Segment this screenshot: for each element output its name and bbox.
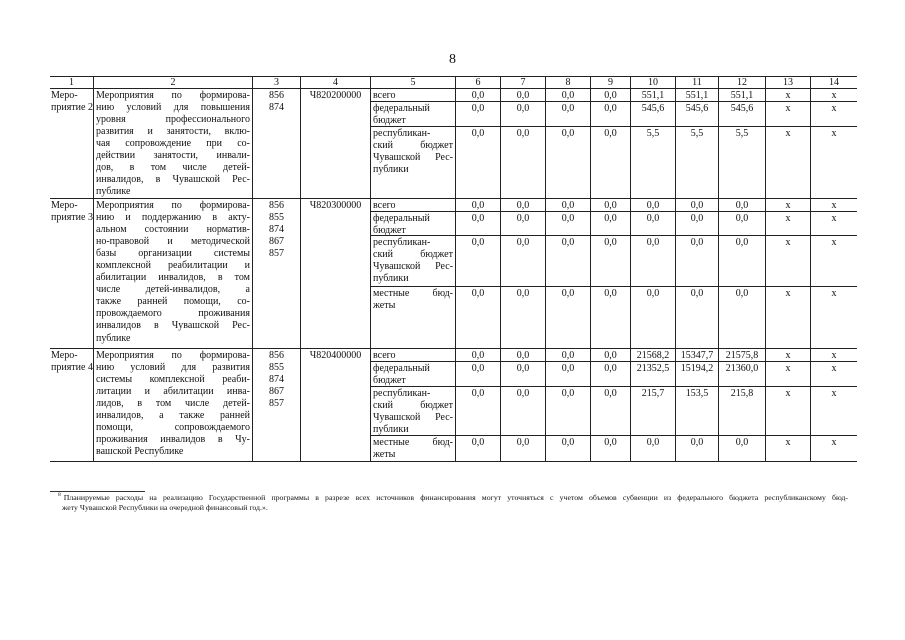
column-number-header: 5 — [370, 77, 455, 89]
funding-value: x — [765, 199, 810, 212]
budget-code: 874 — [269, 101, 284, 113]
funding-value: 0,0 — [718, 212, 765, 236]
measure-label-line: приятие 3 — [51, 211, 93, 223]
funding-value: 0,0 — [455, 212, 500, 236]
funding-value: 0,0 — [590, 236, 630, 287]
funding-value: 0,0 — [545, 287, 590, 349]
funding-value: 0,0 — [590, 287, 630, 349]
funding-value: 0,0 — [590, 127, 630, 199]
column-number-header: 8 — [545, 77, 590, 89]
funding-value: 0,0 — [500, 127, 545, 199]
funding-source-line: всего — [373, 349, 396, 361]
funding-value: x — [810, 102, 857, 127]
measure-description-line: но-правовой и методической — [96, 235, 250, 247]
funding-value: 0,0 — [630, 287, 675, 349]
funding-value: 0,0 — [590, 102, 630, 127]
measure-label-line: Меро- — [51, 199, 78, 211]
target-article-code: Ч820300000 — [300, 199, 370, 349]
measure-description-line: альном состоянии норматив- — [96, 223, 250, 235]
funding-value: x — [810, 127, 857, 199]
target-article-code: Ч820200000 — [300, 89, 370, 199]
target-article-code: Ч820400000 — [300, 349, 370, 462]
footnote-text: Планируемые расходы на реализацию Государственной программы в разрезе всех источников финансирования могут уточняться с учетом объемов субвенции из федерального бюджета республиканскому бюд- — [63, 493, 848, 502]
funding-source-line: местные бюд- — [373, 287, 453, 299]
measure-description-line: нию условий для повышения — [96, 101, 250, 113]
funding-value: 0,0 — [500, 199, 545, 212]
funding-value: 0,0 — [500, 102, 545, 127]
measure-description-line: нию и поддержанию в акту- — [96, 211, 250, 223]
funding-value: 551,1 — [630, 89, 675, 102]
funding-value: 21575,8 — [718, 349, 765, 362]
column-number-header: 4 — [300, 77, 370, 89]
funding-value: 21352,5 — [630, 362, 675, 387]
funding-value: 0,0 — [455, 127, 500, 199]
budget-code: 874 — [269, 373, 284, 385]
funding-source-line: жеты — [373, 448, 396, 460]
funding-value: x — [765, 362, 810, 387]
funding-value: x — [810, 362, 857, 387]
measure-description-line: нию условий для развития — [96, 361, 250, 373]
funding-source-line: публики — [373, 163, 409, 175]
footnote-mark: 8 — [58, 492, 61, 499]
budget-codes — [252, 349, 300, 462]
funding-value: 545,6 — [630, 102, 675, 127]
measure-description-line: базы организации системы — [96, 247, 250, 259]
measure-description-line: инвалидов в Чувашской Рес- — [96, 320, 250, 332]
funding-value: 0,0 — [590, 362, 630, 387]
measure-label — [50, 199, 93, 349]
funding-table — [50, 76, 857, 462]
funding-source-line: публики — [373, 423, 409, 435]
funding-value: x — [765, 89, 810, 102]
funding-value: 0,0 — [545, 212, 590, 236]
funding-value: 0,0 — [455, 236, 500, 287]
funding-value: 0,0 — [590, 212, 630, 236]
funding-value: x — [810, 387, 857, 436]
funding-source-line: ский бюджет — [373, 139, 453, 151]
funding-value: x — [765, 436, 810, 462]
funding-value: x — [765, 349, 810, 362]
funding-value: 0,0 — [545, 387, 590, 436]
footnote — [58, 493, 848, 513]
funding-value: x — [765, 102, 810, 127]
funding-value: 5,5 — [718, 127, 765, 199]
funding-value: 0,0 — [545, 102, 590, 127]
funding-value: 0,0 — [455, 287, 500, 349]
funding-source-line: всего — [373, 199, 396, 211]
measure-description-line: вашской Республике — [96, 446, 184, 458]
budget-code: 867 — [269, 385, 284, 397]
funding-value: x — [765, 212, 810, 236]
funding-value: 0,0 — [455, 436, 500, 462]
measure-description-line: комплексной реабилитации и — [96, 259, 250, 271]
funding-value: 0,0 — [590, 89, 630, 102]
measure-description-line: провождаемого проживания — [96, 308, 250, 320]
funding-value: 0,0 — [455, 199, 500, 212]
budget-code: 856 — [269, 199, 284, 211]
funding-source-line: республикан- — [373, 127, 431, 139]
funding-value: 0,0 — [545, 436, 590, 462]
funding-value: 0,0 — [630, 236, 675, 287]
funding-source — [370, 89, 455, 102]
measure-description-line: проживания инвалидов в Чу- — [96, 434, 250, 446]
measure-description-line: Мероприятия по формирова- — [96, 199, 250, 211]
funding-value: 153,5 — [675, 387, 718, 436]
funding-value: x — [810, 287, 857, 349]
funding-value: 5,5 — [675, 127, 718, 199]
funding-source-line: всего — [373, 89, 396, 101]
funding-source-line: жеты — [373, 299, 396, 311]
funding-value: 215,8 — [718, 387, 765, 436]
column-number-header: 3 — [252, 77, 300, 89]
measure-description-line: Мероприятия по формирова- — [96, 89, 250, 101]
funding-source — [370, 349, 455, 362]
funding-value: 0,0 — [590, 387, 630, 436]
measure-description-line: чая сопровождение при со- — [96, 137, 250, 149]
measure-description-line: лидов, в том числе детей- — [96, 397, 250, 409]
column-number-header: 14 — [810, 77, 857, 89]
column-number-header: 11 — [675, 77, 718, 89]
measure-description-line: системы комплексной реаби- — [96, 373, 250, 385]
funding-value: 0,0 — [500, 362, 545, 387]
funding-source — [370, 236, 455, 287]
funding-value: 0,0 — [455, 349, 500, 362]
funding-value: 0,0 — [675, 212, 718, 236]
budget-code: 874 — [269, 223, 284, 235]
funding-value: 0,0 — [590, 349, 630, 362]
funding-source-line: федеральный — [373, 102, 430, 114]
funding-value: 0,0 — [718, 199, 765, 212]
budget-code: 857 — [269, 247, 284, 259]
funding-value: x — [810, 89, 857, 102]
measure-description-line: публике — [96, 186, 131, 198]
measure-description-line: дов, в том числе детей- — [96, 162, 250, 174]
funding-source-line: бюджет — [373, 224, 406, 236]
measure-description-line: уровня профессионального — [96, 113, 250, 125]
funding-value: 0,0 — [545, 362, 590, 387]
budget-codes — [252, 89, 300, 199]
measure-description-line: развития и занятости, вклю- — [96, 125, 250, 137]
measure-label-line: Меро- — [51, 349, 78, 361]
measure-description-line: также ранней помощи, со- — [96, 296, 250, 308]
funding-value: 0,0 — [455, 89, 500, 102]
budget-code: 867 — [269, 235, 284, 247]
footnote-line — [58, 493, 848, 503]
funding-value: 0,0 — [675, 236, 718, 287]
funding-value: x — [810, 212, 857, 236]
measure-description-line: числе детей-инвалидов, а — [96, 284, 250, 296]
column-number-header: 13 — [765, 77, 810, 89]
column-number-header: 12 — [718, 77, 765, 89]
funding-source-line: ский бюджет — [373, 248, 453, 260]
funding-value: 0,0 — [545, 127, 590, 199]
funding-source — [370, 127, 455, 199]
column-number-header: 1 — [50, 77, 93, 89]
funding-value: 0,0 — [545, 236, 590, 287]
funding-value: 0,0 — [500, 387, 545, 436]
funding-source — [370, 387, 455, 436]
funding-source-line: ский бюджет — [373, 399, 453, 411]
funding-value: 0,0 — [545, 89, 590, 102]
funding-value: x — [810, 349, 857, 362]
measure-description-line: инвалидов, а также ранней — [96, 409, 250, 421]
funding-source — [370, 362, 455, 387]
funding-value: 0,0 — [455, 387, 500, 436]
funding-source-line: республикан- — [373, 236, 431, 248]
measure-description-line: литации и абилитации инва- — [96, 385, 250, 397]
funding-value: 545,6 — [718, 102, 765, 127]
funding-value: 0,0 — [718, 236, 765, 287]
funding-value: 15347,7 — [675, 349, 718, 362]
funding-value: 0,0 — [500, 287, 545, 349]
funding-value: 0,0 — [630, 212, 675, 236]
funding-value: 0,0 — [455, 102, 500, 127]
funding-value: 0,0 — [545, 199, 590, 212]
column-number-header: 9 — [590, 77, 630, 89]
funding-source — [370, 212, 455, 236]
funding-value: 0,0 — [500, 349, 545, 362]
funding-source-line: публики — [373, 272, 409, 284]
column-number-header: 10 — [630, 77, 675, 89]
funding-value: x — [765, 287, 810, 349]
measure-label-line: приятие 4 — [51, 361, 93, 373]
funding-value: 21568,2 — [630, 349, 675, 362]
funding-source — [370, 199, 455, 212]
funding-value: 0,0 — [675, 436, 718, 462]
funding-value: 5,5 — [630, 127, 675, 199]
funding-source-line: бюджет — [373, 374, 406, 386]
measure-label-line: приятие 2 — [51, 101, 93, 113]
funding-value: 551,1 — [675, 89, 718, 102]
funding-value: 0,0 — [500, 236, 545, 287]
funding-value: 0,0 — [500, 436, 545, 462]
budget-codes — [252, 199, 300, 349]
funding-value: 0,0 — [718, 287, 765, 349]
funding-value: 0,0 — [630, 436, 675, 462]
funding-source-line: Чувашской Рес- — [373, 151, 453, 163]
funding-value: 215,7 — [630, 387, 675, 436]
budget-code: 857 — [269, 397, 284, 409]
budget-code: 855 — [269, 361, 284, 373]
measure-label-line: Меро- — [51, 89, 78, 101]
funding-value: 0,0 — [675, 199, 718, 212]
measure-label — [50, 89, 93, 199]
funding-value: 21360,0 — [718, 362, 765, 387]
funding-value: x — [810, 199, 857, 212]
funding-value: 0,0 — [590, 199, 630, 212]
funding-value: x — [765, 127, 810, 199]
funding-value: 0,0 — [545, 349, 590, 362]
column-number-header: 2 — [93, 77, 252, 89]
funding-value: x — [765, 387, 810, 436]
funding-value: 0,0 — [630, 199, 675, 212]
funding-source — [370, 287, 455, 349]
funding-source-line: федеральный — [373, 362, 430, 374]
funding-source — [370, 436, 455, 462]
funding-source-line: федеральный — [373, 212, 430, 224]
column-number-header: 7 — [500, 77, 545, 89]
measure-description-line: действии занятости, инвали- — [96, 149, 250, 161]
footnote-separator — [50, 491, 145, 492]
funding-source-line: республикан- — [373, 387, 431, 399]
funding-value: 0,0 — [455, 362, 500, 387]
funding-value: 545,6 — [675, 102, 718, 127]
measure-description — [93, 199, 252, 349]
funding-source-line: Чувашской Рес- — [373, 260, 453, 272]
funding-value: 0,0 — [590, 436, 630, 462]
funding-value: 0,0 — [500, 212, 545, 236]
measure-description — [93, 89, 252, 199]
funding-value: 551,1 — [718, 89, 765, 102]
column-number-header: 6 — [455, 77, 500, 89]
funding-value: x — [765, 236, 810, 287]
funding-source — [370, 102, 455, 127]
funding-value: x — [810, 236, 857, 287]
measure-description-line: абилитации инвалидов, в том — [96, 272, 250, 284]
measure-description-line: публике — [96, 332, 131, 344]
funding-value: x — [810, 436, 857, 462]
footnote-line: жету Чувашской Республики на очередной финансовый год.». — [62, 503, 268, 512]
measure-description — [93, 349, 252, 462]
funding-value: 0,0 — [718, 436, 765, 462]
funding-source-line: местные бюд- — [373, 436, 453, 448]
measure-description-line: Мероприятия по формирова- — [96, 349, 250, 361]
funding-source-line: бюджет — [373, 114, 406, 126]
budget-code: 856 — [269, 349, 284, 361]
budget-code: 856 — [269, 89, 284, 101]
funding-value: 0,0 — [675, 287, 718, 349]
page-number: 8 — [449, 52, 456, 67]
funding-value: 0,0 — [500, 89, 545, 102]
measure-label — [50, 349, 93, 462]
funding-value: 15194,2 — [675, 362, 718, 387]
measure-description-line: инвалидов, в Чувашской Рес- — [96, 174, 250, 186]
funding-source-line: Чувашской Рес- — [373, 411, 453, 423]
measure-description-line: помощи, сопровождаемого — [96, 422, 250, 434]
budget-code: 855 — [269, 211, 284, 223]
